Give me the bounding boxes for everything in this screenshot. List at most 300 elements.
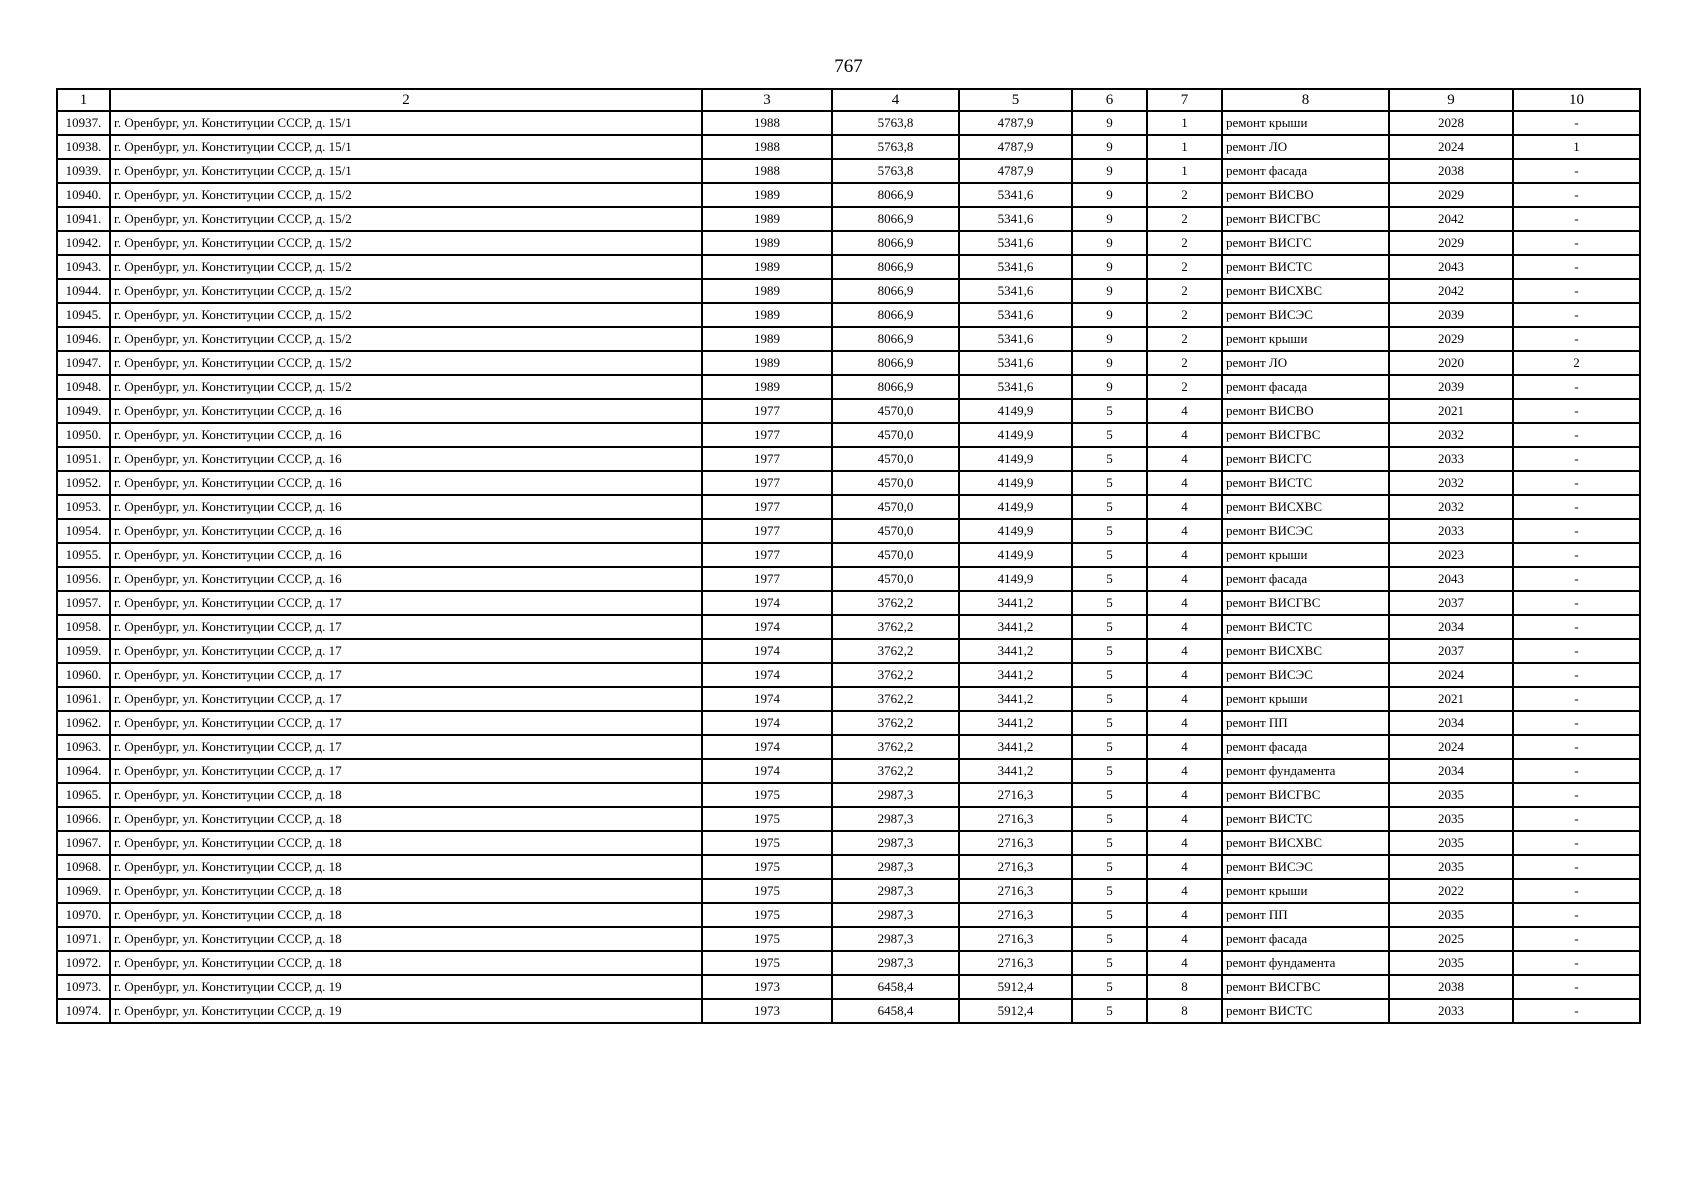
year-cell: 1989 <box>702 183 832 207</box>
total-area-cell: 3762,2 <box>832 663 959 687</box>
entrances-cell: 4 <box>1147 831 1222 855</box>
row-number-cell: 10972. <box>57 951 110 975</box>
table-row <box>57 471 1640 495</box>
address-cell: г. Оренбург, ул. Конституции СССР, д. 17 <box>110 615 702 639</box>
living-area-cell: 4149,9 <box>959 495 1072 519</box>
address-cell: г. Оренбург, ул. Конституции СССР, д. 15/2 <box>110 255 702 279</box>
entrances-cell: 4 <box>1147 567 1222 591</box>
planned-year-cell: 2042 <box>1389 279 1513 303</box>
priority-cell: - <box>1513 951 1640 975</box>
table-row <box>57 399 1640 423</box>
living-area-cell: 4149,9 <box>959 567 1072 591</box>
entrances-cell: 2 <box>1147 231 1222 255</box>
living-area-cell: 3441,2 <box>959 759 1072 783</box>
address-cell: г. Оренбург, ул. Конституции СССР, д. 16 <box>110 519 702 543</box>
priority-cell: - <box>1513 207 1640 231</box>
floors-cell: 9 <box>1072 351 1147 375</box>
table-row <box>57 879 1640 903</box>
work-type-cell: ремонт фасада <box>1222 927 1389 951</box>
total-area-cell: 3762,2 <box>832 591 959 615</box>
row-number-cell: 10970. <box>57 903 110 927</box>
priority-cell: - <box>1513 327 1640 351</box>
work-type-cell: ремонт фасада <box>1222 159 1389 183</box>
work-type-cell: ремонт ВИСТС <box>1222 255 1389 279</box>
planned-year-cell: 2034 <box>1389 759 1513 783</box>
total-area-cell: 2987,3 <box>832 951 959 975</box>
priority-cell: - <box>1513 279 1640 303</box>
planned-year-cell: 2043 <box>1389 255 1513 279</box>
work-type-cell: ремонт ПП <box>1222 711 1389 735</box>
priority-cell: - <box>1513 111 1640 135</box>
table-row <box>57 975 1640 999</box>
work-type-cell: ремонт ВИСЭС <box>1222 303 1389 327</box>
total-area-cell: 3762,2 <box>832 735 959 759</box>
address-cell: г. Оренбург, ул. Конституции СССР, д. 18 <box>110 831 702 855</box>
total-area-cell: 8066,9 <box>832 303 959 327</box>
row-number-cell: 10953. <box>57 495 110 519</box>
work-type-cell: ремонт крыши <box>1222 543 1389 567</box>
row-number-cell: 10960. <box>57 663 110 687</box>
floors-cell: 5 <box>1072 687 1147 711</box>
planned-year-cell: 2037 <box>1389 591 1513 615</box>
entrances-cell: 4 <box>1147 447 1222 471</box>
floors-cell: 5 <box>1072 471 1147 495</box>
planned-year-cell: 2038 <box>1389 975 1513 999</box>
total-area-cell: 3762,2 <box>832 759 959 783</box>
year-cell: 1973 <box>702 999 832 1023</box>
work-type-cell: ремонт ВИСЭС <box>1222 855 1389 879</box>
address-cell: г. Оренбург, ул. Конституции СССР, д. 16 <box>110 543 702 567</box>
floors-cell: 9 <box>1072 159 1147 183</box>
total-area-cell: 3762,2 <box>832 711 959 735</box>
table-row <box>57 927 1640 951</box>
planned-year-cell: 2032 <box>1389 471 1513 495</box>
total-area-cell: 2987,3 <box>832 903 959 927</box>
entrances-cell: 1 <box>1147 135 1222 159</box>
address-cell: г. Оренбург, ул. Конституции СССР, д. 19 <box>110 999 702 1023</box>
row-number-cell: 10945. <box>57 303 110 327</box>
planned-year-cell: 2034 <box>1389 615 1513 639</box>
planned-year-cell: 2035 <box>1389 831 1513 855</box>
living-area-cell: 5341,6 <box>959 375 1072 399</box>
table-row <box>57 615 1640 639</box>
table-row <box>57 111 1640 135</box>
planned-year-cell: 2020 <box>1389 351 1513 375</box>
entrances-cell: 4 <box>1147 711 1222 735</box>
floors-cell: 5 <box>1072 663 1147 687</box>
year-cell: 1975 <box>702 783 832 807</box>
entrances-cell: 4 <box>1147 687 1222 711</box>
entrances-cell: 4 <box>1147 615 1222 639</box>
address-cell: г. Оренбург, ул. Конституции СССР, д. 15/2 <box>110 231 702 255</box>
priority-cell: - <box>1513 303 1640 327</box>
entrances-cell: 4 <box>1147 855 1222 879</box>
address-cell: г. Оренбург, ул. Конституции СССР, д. 15/2 <box>110 207 702 231</box>
year-cell: 1977 <box>702 543 832 567</box>
entrances-cell: 4 <box>1147 519 1222 543</box>
address-cell: г. Оренбург, ул. Конституции СССР, д. 17 <box>110 735 702 759</box>
living-area-cell: 3441,2 <box>959 711 1072 735</box>
work-type-cell: ремонт ВИСГС <box>1222 447 1389 471</box>
table-row <box>57 231 1640 255</box>
planned-year-cell: 2038 <box>1389 159 1513 183</box>
row-number-cell: 10940. <box>57 183 110 207</box>
column-header-5: 5 <box>959 89 1072 111</box>
total-area-cell: 5763,8 <box>832 135 959 159</box>
priority-cell: - <box>1513 903 1640 927</box>
year-cell: 1975 <box>702 807 832 831</box>
column-header-4: 4 <box>832 89 959 111</box>
work-type-cell: ремонт крыши <box>1222 687 1389 711</box>
total-area-cell: 8066,9 <box>832 279 959 303</box>
year-cell: 1989 <box>702 255 832 279</box>
floors-cell: 5 <box>1072 543 1147 567</box>
work-type-cell: ремонт ВИСХВС <box>1222 279 1389 303</box>
address-cell: г. Оренбург, ул. Конституции СССР, д. 15/2 <box>110 183 702 207</box>
floors-cell: 9 <box>1072 303 1147 327</box>
floors-cell: 5 <box>1072 903 1147 927</box>
planned-year-cell: 2033 <box>1389 999 1513 1023</box>
table-row <box>57 759 1640 783</box>
priority-cell: - <box>1513 855 1640 879</box>
planned-year-cell: 2033 <box>1389 447 1513 471</box>
planned-year-cell: 2028 <box>1389 111 1513 135</box>
total-area-cell: 4570,0 <box>832 543 959 567</box>
floors-cell: 5 <box>1072 567 1147 591</box>
work-type-cell: ремонт крыши <box>1222 879 1389 903</box>
address-cell: г. Оренбург, ул. Конституции СССР, д. 17 <box>110 687 702 711</box>
entrances-cell: 4 <box>1147 423 1222 447</box>
table-row <box>57 735 1640 759</box>
entrances-cell: 1 <box>1147 159 1222 183</box>
living-area-cell: 2716,3 <box>959 879 1072 903</box>
living-area-cell: 4149,9 <box>959 447 1072 471</box>
planned-year-cell: 2042 <box>1389 207 1513 231</box>
floors-cell: 5 <box>1072 591 1147 615</box>
total-area-cell: 8066,9 <box>832 375 959 399</box>
living-area-cell: 2716,3 <box>959 807 1072 831</box>
planned-year-cell: 2033 <box>1389 519 1513 543</box>
work-type-cell: ремонт ВИСВО <box>1222 399 1389 423</box>
year-cell: 1975 <box>702 903 832 927</box>
total-area-cell: 8066,9 <box>832 327 959 351</box>
table-row <box>57 807 1640 831</box>
entrances-cell: 4 <box>1147 471 1222 495</box>
year-cell: 1988 <box>702 111 832 135</box>
living-area-cell: 5341,6 <box>959 351 1072 375</box>
table-row <box>57 159 1640 183</box>
row-number-cell: 10954. <box>57 519 110 543</box>
address-cell: г. Оренбург, ул. Конституции СССР, д. 15/2 <box>110 303 702 327</box>
table-row <box>57 855 1640 879</box>
priority-cell: - <box>1513 567 1640 591</box>
priority-cell: - <box>1513 927 1640 951</box>
work-type-cell: ремонт ЛО <box>1222 135 1389 159</box>
work-type-cell: ремонт крыши <box>1222 327 1389 351</box>
priority-cell: - <box>1513 591 1640 615</box>
living-area-cell: 5341,6 <box>959 303 1072 327</box>
work-type-cell: ремонт ВИСХВС <box>1222 495 1389 519</box>
priority-cell: - <box>1513 471 1640 495</box>
year-cell: 1974 <box>702 591 832 615</box>
table-row <box>57 183 1640 207</box>
floors-cell: 5 <box>1072 879 1147 903</box>
total-area-cell: 2987,3 <box>832 783 959 807</box>
living-area-cell: 4787,9 <box>959 135 1072 159</box>
planned-year-cell: 2029 <box>1389 183 1513 207</box>
year-cell: 1975 <box>702 855 832 879</box>
row-number-cell: 10963. <box>57 735 110 759</box>
entrances-cell: 2 <box>1147 303 1222 327</box>
priority-cell: - <box>1513 255 1640 279</box>
year-cell: 1977 <box>702 423 832 447</box>
page-number: 767 <box>834 56 863 77</box>
living-area-cell: 4149,9 <box>959 471 1072 495</box>
floors-cell: 9 <box>1072 111 1147 135</box>
entrances-cell: 4 <box>1147 399 1222 423</box>
entrances-cell: 4 <box>1147 495 1222 519</box>
total-area-cell: 8066,9 <box>832 231 959 255</box>
year-cell: 1974 <box>702 639 832 663</box>
total-area-cell: 5763,8 <box>832 159 959 183</box>
priority-cell: - <box>1513 975 1640 999</box>
priority-cell: - <box>1513 543 1640 567</box>
table-row <box>57 711 1640 735</box>
floors-cell: 5 <box>1072 999 1147 1023</box>
year-cell: 1977 <box>702 519 832 543</box>
table-row <box>57 639 1640 663</box>
total-area-cell: 2987,3 <box>832 855 959 879</box>
priority-cell: - <box>1513 759 1640 783</box>
floors-cell: 5 <box>1072 639 1147 663</box>
total-area-cell: 8066,9 <box>832 207 959 231</box>
floors-cell: 5 <box>1072 759 1147 783</box>
table-row <box>57 447 1640 471</box>
living-area-cell: 2716,3 <box>959 903 1072 927</box>
floors-cell: 9 <box>1072 327 1147 351</box>
row-number-cell: 10958. <box>57 615 110 639</box>
row-number-cell: 10938. <box>57 135 110 159</box>
year-cell: 1977 <box>702 399 832 423</box>
address-cell: г. Оренбург, ул. Конституции СССР, д. 15/1 <box>110 111 702 135</box>
address-cell: г. Оренбург, ул. Конституции СССР, д. 18 <box>110 855 702 879</box>
floors-cell: 9 <box>1072 207 1147 231</box>
year-cell: 1989 <box>702 303 832 327</box>
planned-year-cell: 2024 <box>1389 735 1513 759</box>
living-area-cell: 5341,6 <box>959 207 1072 231</box>
floors-cell: 9 <box>1072 279 1147 303</box>
table-row <box>57 255 1640 279</box>
total-area-cell: 3762,2 <box>832 639 959 663</box>
priority-cell: - <box>1513 399 1640 423</box>
floors-cell: 5 <box>1072 831 1147 855</box>
work-type-cell: ремонт ВИСТС <box>1222 471 1389 495</box>
living-area-cell: 5341,6 <box>959 183 1072 207</box>
planned-year-cell: 2021 <box>1389 399 1513 423</box>
column-header-2: 2 <box>110 89 702 111</box>
work-type-cell: ремонт фасада <box>1222 375 1389 399</box>
year-cell: 1977 <box>702 567 832 591</box>
living-area-cell: 5912,4 <box>959 999 1072 1023</box>
year-cell: 1974 <box>702 687 832 711</box>
entrances-cell: 4 <box>1147 759 1222 783</box>
total-area-cell: 3762,2 <box>832 615 959 639</box>
row-number-cell: 10939. <box>57 159 110 183</box>
priority-cell: - <box>1513 183 1640 207</box>
living-area-cell: 5341,6 <box>959 255 1072 279</box>
address-cell: г. Оренбург, ул. Конституции СССР, д. 18 <box>110 903 702 927</box>
address-cell: г. Оренбург, ул. Конституции СССР, д. 18 <box>110 807 702 831</box>
table-row <box>57 135 1640 159</box>
year-cell: 1989 <box>702 375 832 399</box>
priority-cell: - <box>1513 231 1640 255</box>
planned-year-cell: 2035 <box>1389 855 1513 879</box>
column-header-8: 8 <box>1222 89 1389 111</box>
row-number-cell: 10965. <box>57 783 110 807</box>
floors-cell: 5 <box>1072 855 1147 879</box>
planned-year-cell: 2025 <box>1389 927 1513 951</box>
floors-cell: 5 <box>1072 423 1147 447</box>
row-number-cell: 10961. <box>57 687 110 711</box>
priority-cell: - <box>1513 687 1640 711</box>
floors-cell: 9 <box>1072 375 1147 399</box>
year-cell: 1977 <box>702 447 832 471</box>
work-type-cell: ремонт фундамента <box>1222 759 1389 783</box>
living-area-cell: 3441,2 <box>959 639 1072 663</box>
address-cell: г. Оренбург, ул. Конституции СССР, д. 15/1 <box>110 135 702 159</box>
year-cell: 1989 <box>702 231 832 255</box>
work-type-cell: ремонт фундамента <box>1222 951 1389 975</box>
planned-year-cell: 2043 <box>1389 567 1513 591</box>
year-cell: 1988 <box>702 159 832 183</box>
table-row <box>57 519 1640 543</box>
entrances-cell: 4 <box>1147 807 1222 831</box>
floors-cell: 5 <box>1072 975 1147 999</box>
work-type-cell: ремонт ВИСВО <box>1222 183 1389 207</box>
address-cell: г. Оренбург, ул. Конституции СССР, д. 15/2 <box>110 327 702 351</box>
total-area-cell: 8066,9 <box>832 183 959 207</box>
entrances-cell: 4 <box>1147 663 1222 687</box>
address-cell: г. Оренбург, ул. Конституции СССР, д. 17 <box>110 639 702 663</box>
column-header-7: 7 <box>1147 89 1222 111</box>
year-cell: 1989 <box>702 351 832 375</box>
address-cell: г. Оренбург, ул. Конституции СССР, д. 18 <box>110 783 702 807</box>
total-area-cell: 3762,2 <box>832 687 959 711</box>
table-row <box>57 495 1640 519</box>
floors-cell: 5 <box>1072 447 1147 471</box>
priority-cell: - <box>1513 735 1640 759</box>
priority-cell: 1 <box>1513 135 1640 159</box>
total-area-cell: 4570,0 <box>832 447 959 471</box>
living-area-cell: 4787,9 <box>959 111 1072 135</box>
planned-year-cell: 2032 <box>1389 495 1513 519</box>
row-number-cell: 10955. <box>57 543 110 567</box>
work-type-cell: ремонт фасада <box>1222 567 1389 591</box>
total-area-cell: 4570,0 <box>832 567 959 591</box>
planned-year-cell: 2024 <box>1389 135 1513 159</box>
address-cell: г. Оренбург, ул. Конституции СССР, д. 16 <box>110 447 702 471</box>
priority-cell: - <box>1513 999 1640 1023</box>
floors-cell: 5 <box>1072 951 1147 975</box>
planned-year-cell: 2035 <box>1389 903 1513 927</box>
row-number-cell: 10969. <box>57 879 110 903</box>
work-type-cell: ремонт ВИСТС <box>1222 615 1389 639</box>
living-area-cell: 3441,2 <box>959 687 1072 711</box>
floors-cell: 5 <box>1072 399 1147 423</box>
row-number-cell: 10948. <box>57 375 110 399</box>
row-number-cell: 10950. <box>57 423 110 447</box>
entrances-cell: 2 <box>1147 279 1222 303</box>
living-area-cell: 4149,9 <box>959 399 1072 423</box>
year-cell: 1975 <box>702 951 832 975</box>
living-area-cell: 5341,6 <box>959 327 1072 351</box>
total-area-cell: 4570,0 <box>832 471 959 495</box>
entrances-cell: 4 <box>1147 951 1222 975</box>
row-number-cell: 10957. <box>57 591 110 615</box>
row-number-cell: 10966. <box>57 807 110 831</box>
year-cell: 1977 <box>702 471 832 495</box>
floors-cell: 9 <box>1072 255 1147 279</box>
table-row <box>57 567 1640 591</box>
repair-schedule-table <box>56 88 1641 1024</box>
total-area-cell: 2987,3 <box>832 927 959 951</box>
year-cell: 1989 <box>702 279 832 303</box>
year-cell: 1975 <box>702 879 832 903</box>
floors-cell: 5 <box>1072 615 1147 639</box>
work-type-cell: ремонт ВИСЭС <box>1222 663 1389 687</box>
table-row <box>57 423 1640 447</box>
table-row <box>57 951 1640 975</box>
entrances-cell: 4 <box>1147 879 1222 903</box>
work-type-cell: ремонт крыши <box>1222 111 1389 135</box>
work-type-cell: ремонт ВИСГВС <box>1222 423 1389 447</box>
table-row <box>57 303 1640 327</box>
planned-year-cell: 2022 <box>1389 879 1513 903</box>
priority-cell: - <box>1513 783 1640 807</box>
entrances-cell: 8 <box>1147 975 1222 999</box>
living-area-cell: 2716,3 <box>959 855 1072 879</box>
floors-cell: 5 <box>1072 711 1147 735</box>
address-cell: г. Оренбург, ул. Конституции СССР, д. 15/2 <box>110 375 702 399</box>
total-area-cell: 2987,3 <box>832 879 959 903</box>
floors-cell: 9 <box>1072 231 1147 255</box>
living-area-cell: 3441,2 <box>959 663 1072 687</box>
entrances-cell: 2 <box>1147 351 1222 375</box>
living-area-cell: 4787,9 <box>959 159 1072 183</box>
row-number-cell: 10942. <box>57 231 110 255</box>
column-header-3: 3 <box>702 89 832 111</box>
work-type-cell: ремонт ВИСТС <box>1222 999 1389 1023</box>
planned-year-cell: 2029 <box>1389 327 1513 351</box>
table-row <box>57 783 1640 807</box>
total-area-cell: 8066,9 <box>832 255 959 279</box>
year-cell: 1989 <box>702 327 832 351</box>
living-area-cell: 2716,3 <box>959 927 1072 951</box>
planned-year-cell: 2034 <box>1389 711 1513 735</box>
address-cell: г. Оренбург, ул. Конституции СССР, д. 17 <box>110 663 702 687</box>
priority-cell: - <box>1513 663 1640 687</box>
year-cell: 1975 <box>702 831 832 855</box>
row-number-cell: 10974. <box>57 999 110 1023</box>
row-number-cell: 10941. <box>57 207 110 231</box>
address-cell: г. Оренбург, ул. Конституции СССР, д. 18 <box>110 927 702 951</box>
living-area-cell: 5341,6 <box>959 279 1072 303</box>
priority-cell: - <box>1513 495 1640 519</box>
address-cell: г. Оренбург, ул. Конституции СССР, д. 18 <box>110 951 702 975</box>
entrances-cell: 8 <box>1147 999 1222 1023</box>
entrances-cell: 1 <box>1147 111 1222 135</box>
living-area-cell: 2716,3 <box>959 783 1072 807</box>
